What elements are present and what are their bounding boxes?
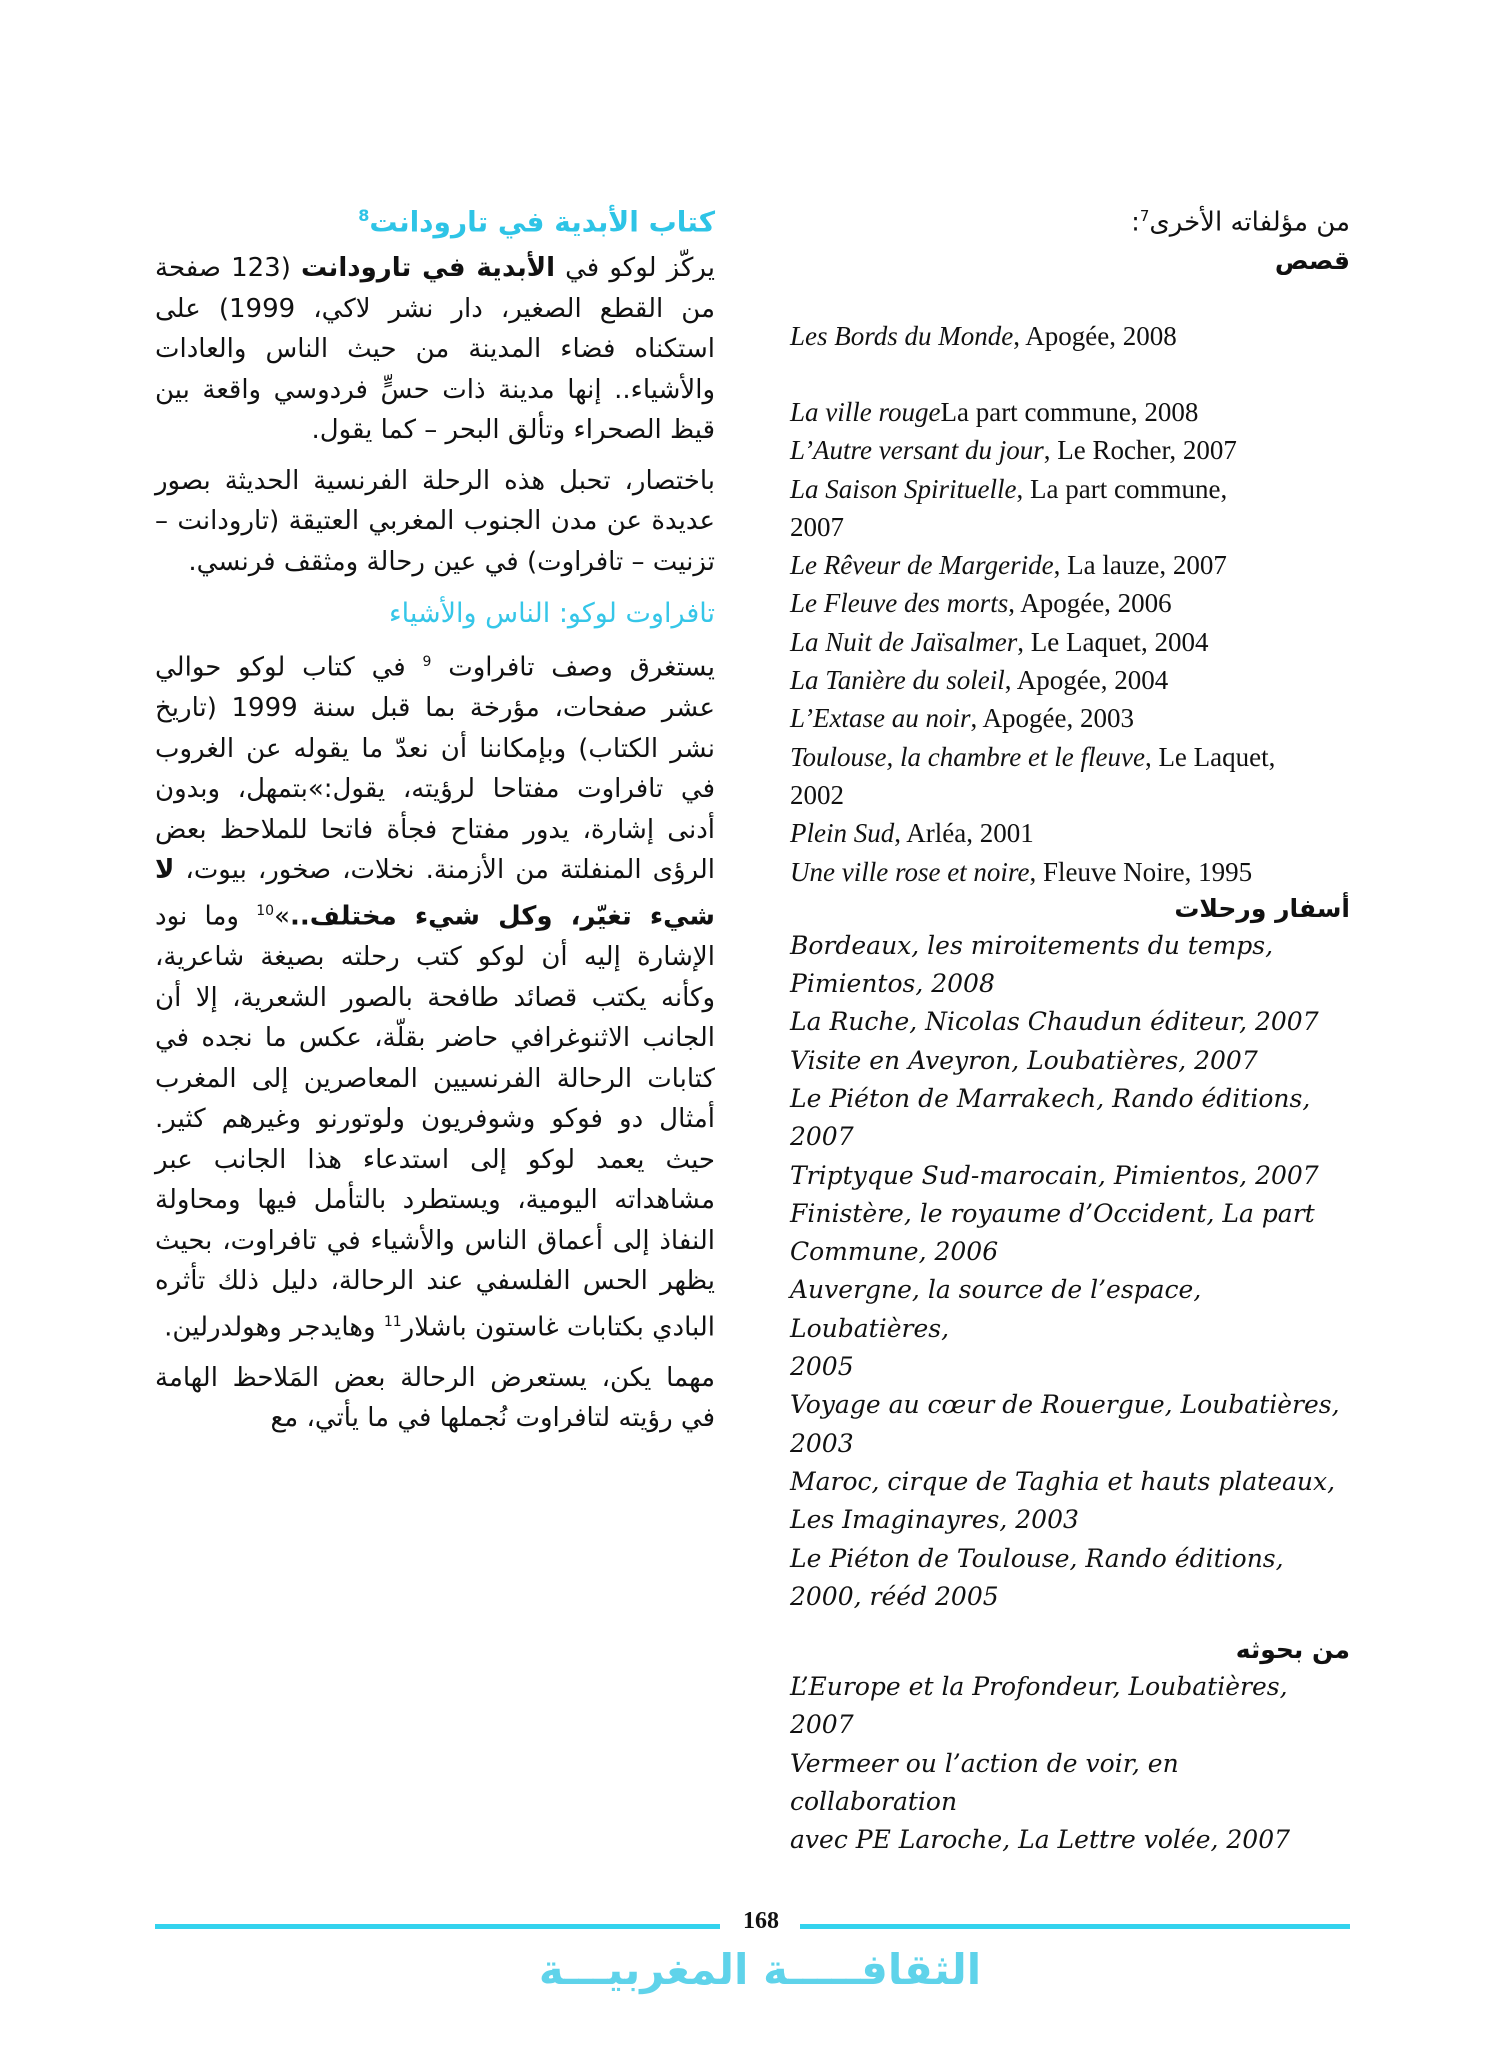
- list-item: [790, 661, 1350, 699]
- book-title-bold: الأبدية في تارودانت: [301, 253, 555, 284]
- footnote-ref: 10: [256, 902, 275, 919]
- book-details: , Apogée, 2006: [1008, 588, 1172, 619]
- paragraph-3: [155, 642, 715, 1347]
- list-item: [790, 814, 1350, 852]
- book-title: La Saison Spirituelle: [790, 473, 1017, 504]
- article-title: [155, 196, 715, 242]
- list-item: 2005: [790, 1352, 854, 1382]
- list-item: La Ruche, Nicolas Chaudun éditeur, 2007: [790, 1007, 1319, 1037]
- list-item: [790, 584, 1350, 622]
- book-title: La ville rouge: [790, 396, 941, 427]
- list-item: [790, 431, 1350, 469]
- book-details: , La lauze, 2007: [1053, 550, 1227, 581]
- list-item: avec PE Laroche, La Lettre volée, 2007: [790, 1825, 1290, 1855]
- list-item: Pimientos, 2008: [790, 969, 995, 999]
- list-item: Bordeaux, les miroitements du temps,: [790, 930, 1274, 960]
- list-item: [790, 623, 1350, 661]
- list-item: Le Piéton de Marrakech, Rando éditions,: [790, 1084, 1311, 1113]
- list-item: 2003: [790, 1428, 854, 1458]
- text-run: (123 صفحة من القطع الصغير، دار نشر لاكي، 1999) على استكناه فضاء المدينة من حيث الناس والعادات والأشياء.. إنها مدينة ذات حسٍّ فردوسي واقعة بين قيظ الصحراء وتألق البحر – كما يقول.: [155, 253, 716, 446]
- quote-bold: لا شيء تغيّر، وكل شيء مختلف..: [155, 855, 715, 932]
- book-details: , Le Rocher, 2007: [1043, 435, 1237, 466]
- list-item: [790, 776, 1350, 814]
- list-item: Commune, 2006: [790, 1237, 999, 1267]
- book-details: , Le Laquet,: [1144, 741, 1276, 772]
- list-item: L’Europe et la Profondeur, Loubatières,: [790, 1672, 1288, 1702]
- text-run: يستغرق وصف تافراوت: [431, 652, 715, 683]
- footer-rule-right: [800, 1924, 1350, 1929]
- works-intro: [790, 196, 1350, 243]
- book-details: , Arléa, 2001: [894, 818, 1034, 849]
- list-item: Auvergne, la source de l’espace, Loubatières,: [790, 1275, 1202, 1343]
- list-item: [790, 508, 1350, 546]
- intro-text: من مؤلفاته الأخرى: [1149, 207, 1350, 238]
- text-run: يركّز لوكو في: [555, 253, 715, 284]
- book-details: , Apogée, 2008: [1013, 320, 1177, 351]
- list-item: 2000, rééd 2005: [790, 1581, 999, 1611]
- paragraph-2: باختصار، تحبل هذه الرحلة الفرنسية الحديثة بصور عديدة عن مدن الجنوب المغربي العتيقة (تارودانت – تزنيت – تافراوت) في عين رحالة ومثقف فرنسي.: [155, 465, 715, 577]
- book-details: , Apogée, 2004: [1004, 665, 1169, 696]
- list-item: [790, 546, 1350, 584]
- paragraph-4: مهما يكن، يستعرض الرحالة بعض المَلاحظ الهامة في رؤيته لتافراوت نُجملها في ما يأتي، مع: [155, 1362, 715, 1434]
- list-item: [790, 699, 1350, 737]
- section-heading-stories: قصص: [1274, 245, 1350, 275]
- book-title: Une ville rose et noire: [790, 856, 1030, 887]
- list-item: [790, 470, 1350, 508]
- text-run: وما نود الإشارة إليه أن لوكو كتب رحلته بصيغة شاعرية، وكأنه يكتب قصائد طافحة بالصور الشعرية، إلا أن الجانب الاثنوغرافي حاضر بقلّة، عكس ما نجده في كتابات الرحالة الفرنسيين المعاصرين إلى المغرب أمثال دو فوكو وشوفريون ولوتورنو وغيرهم كثير. حيث يعمد لوكو إلى استدعاء هذا الجانب عبر مشاهداته اليومية، ويستطرد بالتأمل فيها ومحاولة النفاذ إلى أعماق الناس والأشياء في تافراوت، بحيث يظهر الحس الفلسفي عند الرحالة، دليل ذلك تأثره البادي بكتابات غاستون باشلار: [155, 901, 715, 1343]
- list-item: 2007: [790, 1710, 854, 1740]
- intro-footnote-ref: 7: [1139, 207, 1150, 225]
- travels-list: [790, 927, 1350, 1616]
- list-item: Les Imaginayres, 2003: [790, 1505, 1079, 1535]
- book-details: , Fleuve Noire, 1995: [1029, 856, 1253, 887]
- research-list: [790, 1668, 1350, 1859]
- list-item: 2007: [790, 1122, 854, 1152]
- list-item: [790, 738, 1350, 776]
- spacer: [790, 1616, 1350, 1632]
- text-run: وهايدجر وهولدرلين.: [164, 1312, 384, 1343]
- article-column: [155, 196, 715, 1449]
- list-item: Voyage au cœur de Rouergue, Loubatières,: [790, 1390, 1340, 1420]
- bibliography-column: [790, 196, 1350, 1860]
- book-details: , Apogée, 2003: [970, 703, 1134, 734]
- text-run: »: [274, 901, 290, 932]
- list-item: Vermeer ou l’action de voir, en collaboration: [790, 1748, 1179, 1817]
- list-item: [790, 853, 1350, 891]
- intro-colon: :: [1131, 207, 1140, 238]
- list-item: [790, 317, 1350, 355]
- list-item: Visite en Aveyron, Loubatières, 2007: [790, 1045, 1258, 1075]
- book-details: La part commune, 2008: [940, 396, 1199, 427]
- section-heading-travels: أسفار ورحلات: [1174, 893, 1350, 923]
- list-item: Triptyque Sud-marocain, Pimientos, 2007: [790, 1160, 1319, 1190]
- book-details: 2007: [790, 511, 844, 542]
- footer-rule-left: [155, 1924, 720, 1929]
- section-heading-research: من بحوثه: [1235, 1635, 1350, 1665]
- list-item: Finistère, le royaume d’Occident, La part: [790, 1198, 1315, 1228]
- book-title: Toulouse, la chambre et le fleuve: [790, 741, 1145, 772]
- spacer: [790, 279, 1350, 317]
- book-details: , La part commune,: [1016, 473, 1228, 504]
- book-title: Les Bords du Monde: [790, 320, 1014, 351]
- list-item: Le Piéton de Toulouse, Rando éditions,: [790, 1543, 1284, 1573]
- book-details: 2002: [790, 779, 844, 810]
- book-title: Le Fleuve des morts: [790, 588, 1009, 619]
- book-title: L’Extase au noir: [790, 703, 971, 734]
- text-run: في كتاب لوكو حوالي عشر صفحات، مؤرخة بما قبل سنة 1999 (تاريخ نشر الكتاب) وبإمكاننا أن نعدّ ما يقوله عن الغروب في تافراوت مفتاحا لرؤيته، يقول:»بتمهل، وبدون أدنى إشارة، يدور مفتاح فجأة فاتحا للملاحظ بعض الرؤى المنفلتة من الأزمنة. نخلات، صخور، بيوت،: [155, 652, 715, 886]
- book-title: Le Rêveur de Margeride: [790, 550, 1054, 581]
- book-title: La Nuit de Jaïsalmer: [790, 626, 1018, 657]
- spacer: [790, 355, 1350, 393]
- book-title: Plein Sud: [790, 818, 895, 849]
- book-title: La Tanière du soleil: [790, 665, 1005, 696]
- footnote-ref: 11: [383, 1313, 402, 1330]
- footnote-ref: 9: [422, 654, 432, 671]
- magazine-name: الثقافـــــة المغربيـــة: [538, 1945, 982, 1994]
- stories-list: [790, 317, 1350, 891]
- list-item: Maroc, cirque de Taghia et hauts plateaux,: [790, 1466, 1336, 1496]
- list-item: [790, 393, 1350, 431]
- paragraph-1: [155, 248, 715, 451]
- page-number: 168: [743, 1908, 779, 1934]
- article-title-text: كتاب الأبدية في تارودانت: [369, 205, 715, 239]
- title-footnote-ref: 8: [358, 206, 370, 225]
- section-subtitle: تافراوت لوكو: الناس والأشياء: [388, 598, 715, 630]
- book-title: L’Autre versant du jour: [790, 435, 1044, 466]
- book-details: , Le Laquet, 2004: [1017, 626, 1209, 657]
